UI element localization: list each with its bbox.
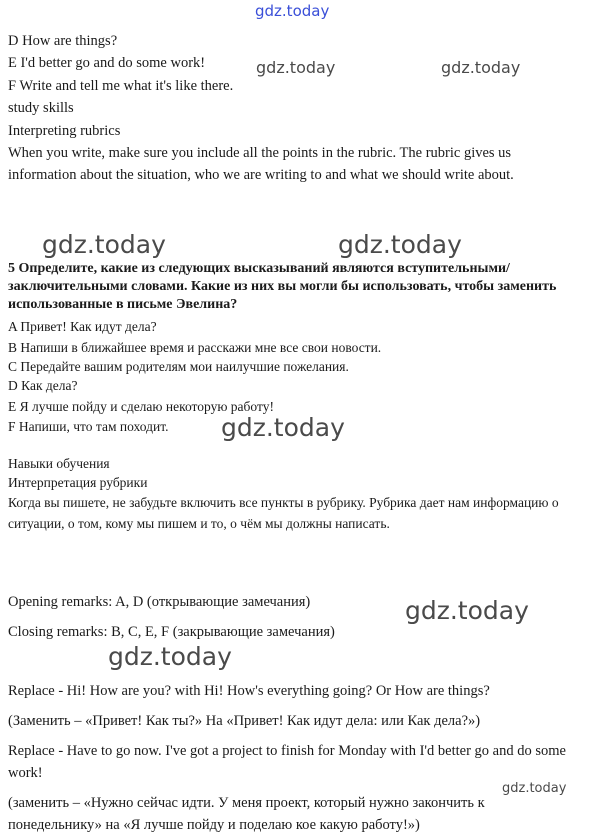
watermark-logo: gdz.today xyxy=(338,230,462,259)
option-e: E I'd better go and do some work! xyxy=(8,55,206,71)
replace-closing-ru: (заменить – «Нужно сейчас идти. У меня проект, который нужно закончить к понедельнику» на «Я лучше пойду и поделаю кое какую работу!») xyxy=(8,795,485,833)
replace-closing: Replace - Have to go now. I've got a project to finish for Monday with I'd better go and do some work! xyxy=(8,743,566,781)
interpreting-heading-ru: Интерпретация рубрики xyxy=(8,475,148,490)
task-option-f: F Напиши, что там походит. xyxy=(8,419,169,434)
task-option-a: A Привет! Как идут дела? xyxy=(8,319,157,334)
watermark-logo: gdz.today xyxy=(405,596,529,625)
watermark-logo: gdz.today xyxy=(221,413,345,442)
rubric-paragraph-ru: Когда вы пишете, не забудьте включить все пункты в рубрику. Рубрика дает нам информацию о ситуации, о том, кому мы пишем и то, о чём мы должны написать. xyxy=(8,495,559,531)
replace-greeting: Replace - Hi! How are you? with Hi! How's everything going? Or How are things? xyxy=(8,683,490,699)
interpreting-rubrics-heading: Interpreting rubrics xyxy=(8,123,121,139)
watermark-logo: gdz.today xyxy=(441,58,521,77)
task-heading: 5 Определите, какие из следующих высказываний являются вступительными/заключительными словами. Какие из них вы могли бы использовать, чтобы заменить использованные в письме Эвелина? xyxy=(8,261,557,312)
task-option-c: C Передайте вашим родителям мои наилучшие пожелания. xyxy=(8,359,349,374)
study-skills-heading: study skills xyxy=(8,100,74,116)
watermark-logo: gdz.today xyxy=(256,58,336,77)
watermark-logo: gdz.today xyxy=(108,642,232,671)
closing-remarks: Closing remarks: B, C, E, F (закрывающие замечания) xyxy=(8,624,335,640)
task-option-b: B Напиши в ближайшее время и расскажи мне все свои новости. xyxy=(8,340,382,355)
opening-remarks: Opening remarks: A, D (открывающие замечания) xyxy=(8,594,311,610)
watermark-logo: gdz.today xyxy=(502,781,567,796)
replace-greeting-ru: (Заменить – «Привет! Как ты?» На «Привет! Как идут дела: или Как дела?») xyxy=(8,713,481,729)
task-option-d: D Как дела? xyxy=(8,378,78,393)
task-option-e: E Я лучше пойду и сделаю некоторую работу! xyxy=(8,399,274,414)
rubric-paragraph: When you write, make sure you include all the points in the rubric. The rubric gives us information about the situation, who we are writing to and what we should write about. xyxy=(8,145,514,183)
watermark-logo-top: gdz.today xyxy=(255,2,330,20)
skills-heading-ru: Навыки обучения xyxy=(8,456,110,471)
watermark-logo: gdz.today xyxy=(42,230,166,259)
option-f: F Write and tell me what it's like there. xyxy=(8,78,234,94)
option-d: D How are things? xyxy=(8,33,118,49)
